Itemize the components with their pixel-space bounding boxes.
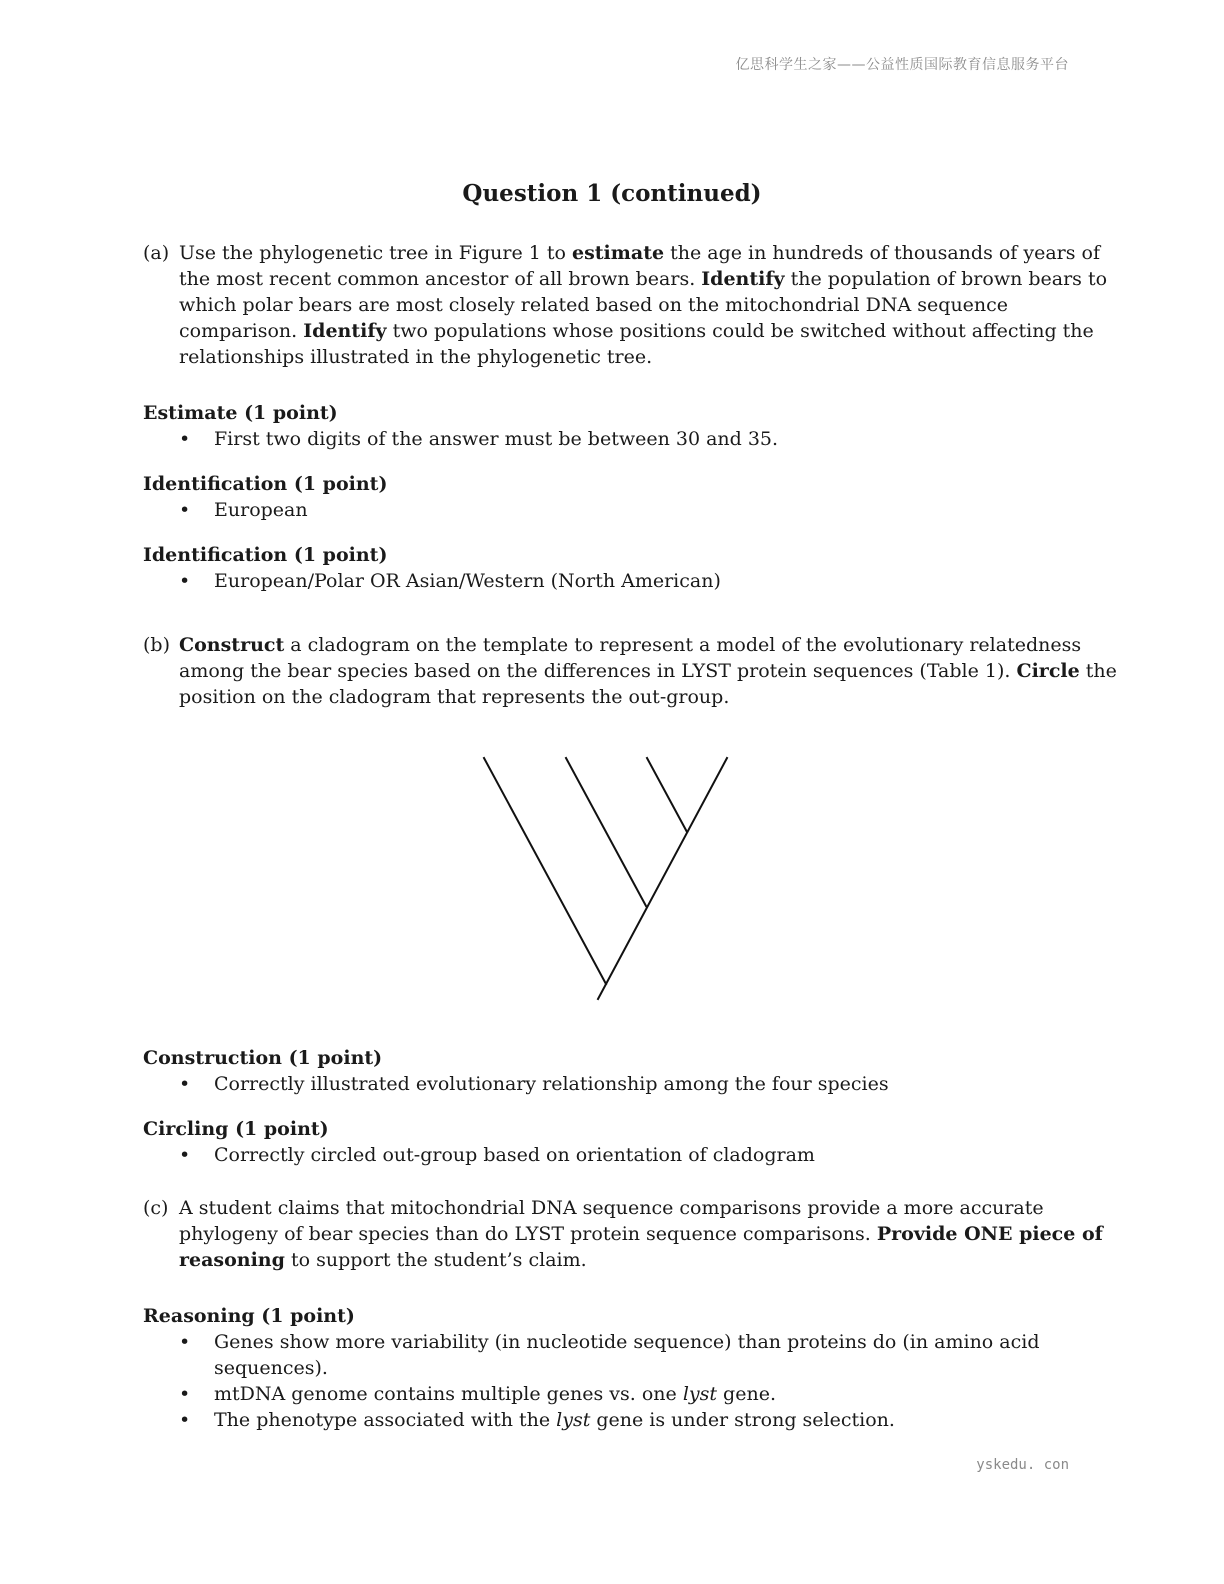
header-watermark: 亿思科学生之家——公益性质国际教育信息服务平台 [735, 57, 1069, 73]
rubric-estimate [143, 400, 1118, 452]
list-item: • European/Polar OR Asian/Western (North American) [179, 570, 721, 592]
rubric-heading: Construction (1 point) [143, 1047, 383, 1069]
rubric-heading: Estimate (1 point) [143, 402, 338, 424]
part-b-label: (b) [143, 634, 170, 656]
rubric-heading: Identification (1 point) [143, 473, 388, 495]
rubric-heading: Reasoning (1 point) [143, 1305, 355, 1327]
cladogram-branch [598, 758, 727, 999]
list-item: • European [179, 499, 308, 521]
list-item: • Correctly circled out-group based on orientation of cladogram [179, 1144, 815, 1166]
part-c-text: A student claims that mitochondrial DNA sequence comparisons provide a more accurate phylogeny of bear species than do LYST protein sequence comparisons. Provide ONE piece of reasoning to support the student’s claim. [179, 1197, 1103, 1271]
cladogram-branch [647, 758, 687, 832]
question-part-a [143, 240, 1118, 370]
list-item: • Genes show more variability (in nucleotide sequence) than proteins do (in amino acid sequences). [179, 1331, 1040, 1379]
list-item: • mtDNA genome contains multiple genes vs. one lyst gene. [179, 1383, 776, 1405]
list-item: • First two digits of the answer must be between 30 and 35. [179, 428, 779, 450]
cladogram-branch [484, 758, 606, 984]
rubric-circling [143, 1116, 1118, 1168]
part-a-label: (a) [143, 242, 170, 264]
list-item: • The phenotype associated with the lyst gene is under strong selection. [179, 1409, 895, 1431]
cladogram-branch [566, 758, 646, 906]
part-c-label: (c) [143, 1197, 169, 1219]
question-part-b [143, 632, 1118, 710]
rubric-construction [143, 1045, 1118, 1097]
list-item: • Correctly illustrated evolutionary relationship among the four species [179, 1073, 889, 1095]
rubric-reasoning [143, 1303, 1118, 1433]
question-part-c [143, 1195, 1118, 1273]
footer-watermark: yskedu. con [976, 1457, 1069, 1473]
part-a-text: Use the phylogenetic tree in Figure 1 to estimate the age in hundreds of thousands of years of the most recent common ancestor of all brown bears. Identify the population of brown bears to which polar bears are most closely related based on the mitochondrial DNA sequence comparison. Identify two populations whose positions could be switched without affecting the relationships illustrated in the phylogenetic tree. [179, 242, 1108, 368]
rubric-heading: Circling (1 point) [143, 1118, 329, 1140]
rubric-identification-1 [143, 471, 1118, 523]
cladogram-template [470, 748, 740, 1008]
part-b-text: Construct a cladogram on the template to represent a model of the evolutionary relatedness among the bear species based on the differences in LYST protein sequences (Table 1). Circle the position on the cladogram that represents the out-group. [179, 634, 1117, 708]
rubric-heading: Identification (1 point) [143, 544, 388, 566]
rubric-identification-2 [143, 542, 1118, 594]
page-title: Question 1 (continued) [462, 180, 762, 207]
